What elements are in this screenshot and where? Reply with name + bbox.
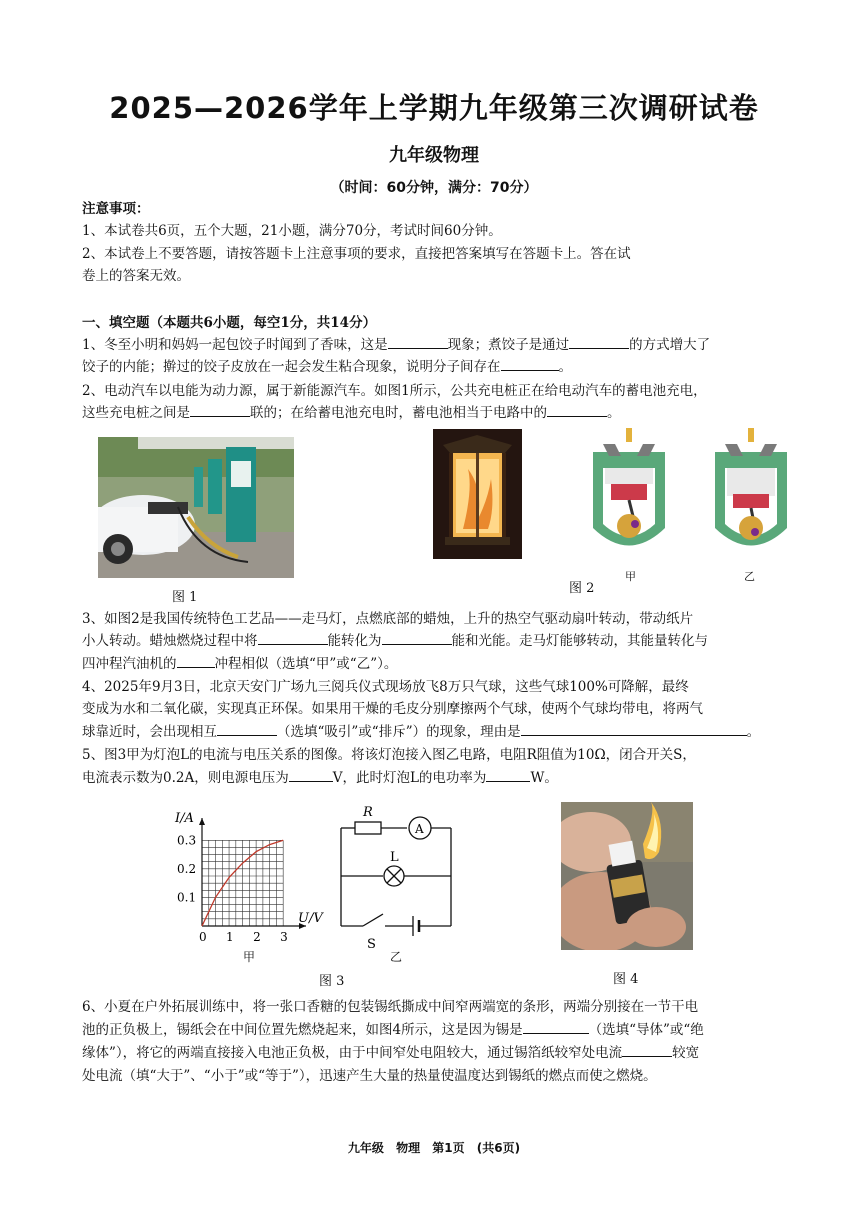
figure-1-charging-station-photo bbox=[98, 437, 294, 578]
question-3-line-2 bbox=[82, 630, 787, 652]
text: 冲程相似（选填“甲”或“乙”）。 bbox=[214, 656, 398, 672]
notice-item-2-line-2: 卷上的答案无效。 bbox=[82, 268, 190, 284]
answer-blank bbox=[622, 1042, 672, 1057]
question-1-line-2 bbox=[82, 356, 787, 378]
section-1-heading: 一、填空题（本题共6小题，每空1分，共14分） bbox=[82, 315, 377, 331]
switch-s bbox=[363, 914, 383, 926]
y-tick-label: 0.3 bbox=[177, 833, 197, 848]
text: 较宽 bbox=[672, 1045, 700, 1061]
x-tick-label: 1 bbox=[226, 930, 234, 944]
circuit-l-label: L bbox=[390, 850, 399, 865]
circuit-s-label: S bbox=[367, 937, 376, 952]
question-5-line-2 bbox=[82, 767, 787, 789]
answer-blank bbox=[289, 767, 333, 782]
answer-blank bbox=[486, 767, 530, 782]
y-tick-label: 0.2 bbox=[177, 861, 197, 876]
text: （选填“导体”或“绝 bbox=[588, 1022, 704, 1038]
text: 这些充电桩之间是 bbox=[82, 405, 190, 421]
resistor-r bbox=[355, 822, 381, 834]
engine-a-label: 甲 bbox=[625, 570, 636, 583]
question-5-line-1: 5、图3甲为灯泡L的电流与电压关系的图像。将该灯泡接入图乙电路，电阻R阻值为10Ω，闭合开关S， bbox=[82, 747, 696, 763]
circuit-a-label: A bbox=[415, 822, 424, 836]
question-4-line-1: 4、2025年9月3日，北京天安门广场九三阅兵仪式现场放飞8万只气球，这些气球100%可降解，最终 bbox=[82, 679, 689, 695]
exam-time-info: （时间：60分钟，满分：70分） bbox=[330, 180, 538, 196]
answer-blank bbox=[190, 402, 250, 417]
answer-blank bbox=[177, 653, 215, 668]
figure-4-caption: 图 4 bbox=[613, 972, 639, 987]
answer-blank bbox=[258, 630, 328, 645]
text: 能转化为 bbox=[327, 633, 382, 649]
text: 。 bbox=[746, 724, 761, 740]
text: 饺子的内能；擀过的饺子皮放在一起会发生粘合现象，说明分子间存在 bbox=[82, 359, 501, 375]
answer-blank bbox=[523, 1019, 589, 1034]
figure-3-iu-chart bbox=[170, 800, 330, 965]
text: （选填“吸引”或“排斥”）的现象，理由是 bbox=[277, 724, 521, 740]
figure-3-caption: 图 3 bbox=[319, 974, 345, 989]
question-3-line-1: 3、如图2是我国传统特色工艺品——走马灯，点燃底部的蜡烛，上升的热空气驱动扇叶转动，带动纸片 bbox=[82, 611, 694, 627]
question-2-line-1: 2、电动汽车以电能为动力源，属于新能源汽车。如图1所示，公共充电桩正在给电动汽车的蓄电池充电， bbox=[82, 383, 707, 399]
figure-4-burning-foil-photo bbox=[561, 802, 693, 950]
question-1-line-1 bbox=[82, 334, 787, 356]
text: 。 bbox=[607, 405, 621, 421]
chart-y-axis-label: I/A bbox=[175, 811, 194, 826]
notice-item-1: 1、本试卷共6页，五个大题，21小题，满分70分，考试时间60分钟。 bbox=[82, 223, 502, 239]
answer-blank bbox=[521, 721, 747, 736]
question-4-line-2: 变成为水和二氧化碳，实现真正环保。如果用干燥的毛皮分别摩擦两个气球，使两个气球均带电，将两气 bbox=[82, 701, 703, 717]
question-4-line-3 bbox=[82, 721, 787, 743]
text: 四冲程汽油机的 bbox=[82, 656, 177, 672]
question-3-line-3 bbox=[82, 653, 787, 675]
question-2-line-2 bbox=[82, 402, 787, 424]
question-6-line-2 bbox=[82, 1019, 787, 1041]
answer-blank bbox=[501, 356, 559, 371]
figure-2-caption: 图 2 bbox=[569, 581, 595, 596]
text: 能和光能。走马灯能够转动，其能量转化与 bbox=[451, 633, 708, 649]
text: 的方式增大了 bbox=[629, 337, 711, 353]
text: 小人转动。蜡烛燃烧过程中将 bbox=[82, 633, 258, 649]
answer-blank bbox=[382, 630, 452, 645]
answer-blank bbox=[569, 334, 629, 349]
engine-stroke-diagram-b bbox=[711, 428, 791, 556]
text: 现象；煮饺子是通过 bbox=[447, 337, 570, 353]
text: 电流表示数为0.2A，则电源电压为 bbox=[82, 770, 289, 786]
chart-x-axis-label: U/V bbox=[298, 911, 323, 926]
answer-blank bbox=[217, 721, 277, 736]
text: 球靠近时，会出现相互 bbox=[82, 724, 217, 740]
text: 联的；在给蓄电池充电时，蓄电池相当于电路中的 bbox=[250, 405, 547, 421]
text: V，此时灯泡L的电功率为 bbox=[332, 770, 487, 786]
y-axis-arrow bbox=[199, 818, 205, 825]
text: 池的正负极上，锡纸会在中间位置先燃烧起来，如图4所示，这是因为锡是 bbox=[82, 1022, 523, 1038]
figure-2-lantern-photo bbox=[433, 429, 522, 559]
engine-b-label: 乙 bbox=[744, 570, 755, 583]
figure-3-a-label: 甲 bbox=[243, 950, 256, 964]
question-6-line-4: 处电流（填“大于”、“小于”或“等于”），迅速产生大量的热量使温度达到锡纸的燃点而使之燃烧。 bbox=[82, 1068, 657, 1084]
y-tick-label: 0.1 bbox=[177, 890, 197, 905]
engine-stroke-diagram-a bbox=[589, 428, 669, 556]
answer-blank bbox=[547, 402, 607, 417]
page-footer: 九年级 物理 第1页 (共6页) bbox=[347, 1141, 521, 1155]
x-tick-label: 2 bbox=[253, 930, 261, 944]
notice-heading: 注意事项： bbox=[82, 201, 150, 217]
text: 缘体”），将它的两端直接接入电池正负极，由于中间窄处电阻较大，通过锡箔纸较窄处电流 bbox=[82, 1045, 623, 1061]
text: 。 bbox=[558, 359, 572, 375]
x-tick-label: 3 bbox=[280, 930, 288, 944]
notice-item-2-line-1: 2、本试卷上不要答题，请按答题卡上注意事项的要求，直接把答案填写在答题卡上。答在试 bbox=[82, 246, 631, 262]
answer-blank bbox=[388, 334, 448, 349]
figure-1-caption: 图 1 bbox=[172, 590, 198, 605]
figure-3-b-label: 乙 bbox=[390, 950, 403, 964]
text: W。 bbox=[530, 770, 558, 786]
text: 1、冬至小明和妈妈一起包饺子时闻到了香味，这是 bbox=[82, 337, 388, 353]
circuit-r-label: R bbox=[363, 805, 373, 820]
x-tick-label: 0 bbox=[199, 930, 207, 944]
question-6-line-3 bbox=[82, 1042, 787, 1064]
figure-3-circuit-diagram bbox=[333, 800, 463, 960]
exam-subtitle: 九年级物理 bbox=[389, 145, 479, 166]
exam-title: 2025—2026学年上学期九年级第三次调研试卷 bbox=[109, 91, 759, 125]
question-6-line-1: 6、小夏在户外拓展训练中，将一张口香糖的包装锡纸撕成中间窄两端宽的条形，两端分别接在一节干电 bbox=[82, 999, 699, 1015]
